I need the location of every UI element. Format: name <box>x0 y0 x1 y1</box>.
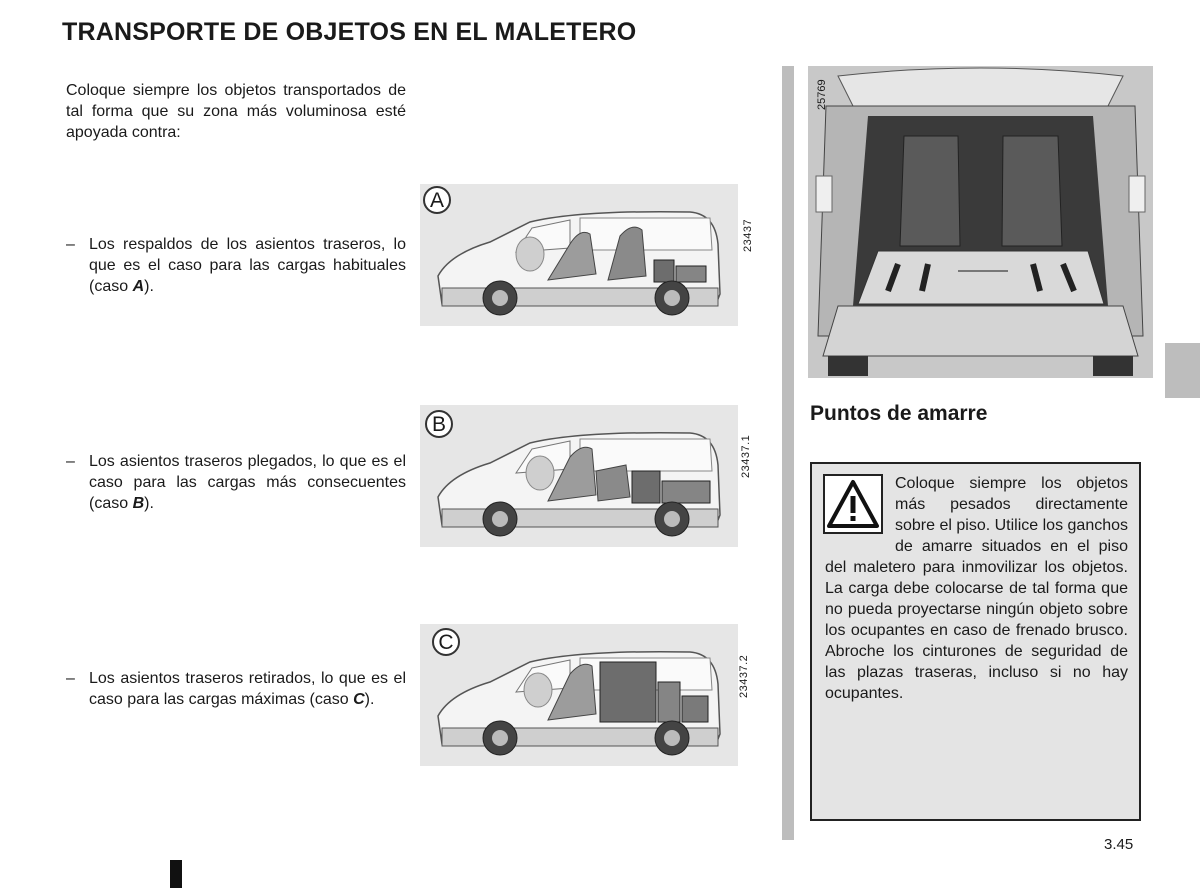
warning-box <box>810 462 1141 821</box>
trunk-photo <box>808 66 1153 378</box>
figure-code: 23437.2 <box>738 654 750 698</box>
list-item-end: ). <box>144 495 154 512</box>
figure-c-panel <box>420 624 738 766</box>
list-item-text: Los asientos traseros plegados, lo que es el caso para las cargas más consecuentes (caso <box>89 453 406 512</box>
intro-paragraph: Coloque siempre los objetos transportados de tal forma que su zona más voluminosa esté apoyada contra: <box>66 82 406 141</box>
trunk-illustration <box>808 66 1153 378</box>
section-tab <box>1165 343 1200 398</box>
list-dash: – <box>66 670 75 687</box>
section-heading: Puntos de amarre <box>810 402 988 425</box>
car-illustration-b <box>420 405 738 547</box>
list-dash: – <box>66 236 75 253</box>
car-illustration-a <box>420 184 738 326</box>
corner-mark <box>170 860 182 888</box>
page-number: 3.45 <box>1104 836 1134 853</box>
case-label-a: A <box>423 186 451 214</box>
list-dash: – <box>66 453 75 470</box>
case-label-c: C <box>432 628 460 656</box>
warning-text: Coloque siempre los objetos más pesados directamente sobre el piso. Utilice los ganchos de amarre situados en el piso del maletero para inmovilizar los objetos. La carga debe colocarse de tal forma que no pueda proyectarse ningún objeto sobre los ocupantes en caso de frenado brusco. Abroche los cinturones de seguridad de las plazas traseras, incluso si no hay ocupantes. <box>825 475 1129 702</box>
list-item-text: Los asientos traseros retirados, lo que es el caso para las cargas máximas (caso <box>89 670 406 708</box>
figure-b-panel <box>420 405 738 547</box>
figure-a-panel <box>420 184 738 326</box>
case-ref: A <box>132 278 145 295</box>
case-ref: B <box>132 495 145 512</box>
case-ref: C <box>353 691 365 708</box>
list-item <box>66 234 406 297</box>
page-title: TRANSPORTE DE OBJETOS EN EL MALETERO <box>62 18 637 46</box>
figure-code: 23437 <box>742 218 754 252</box>
warning-text-block <box>825 473 1128 704</box>
list-item-text: Los respaldos de los asientos traseros, lo que es el caso para las cargas habituales (caso <box>89 236 406 295</box>
photo-code: 25769 <box>816 79 828 110</box>
list-item-end: ). <box>144 278 154 295</box>
list-item-end: ). <box>364 691 375 708</box>
column-divider <box>782 66 794 840</box>
figure-code: 23437.1 <box>740 434 752 478</box>
case-label-b: B <box>425 410 453 438</box>
list-item <box>66 668 406 710</box>
list-item <box>66 451 406 514</box>
car-illustration-c <box>420 624 738 766</box>
